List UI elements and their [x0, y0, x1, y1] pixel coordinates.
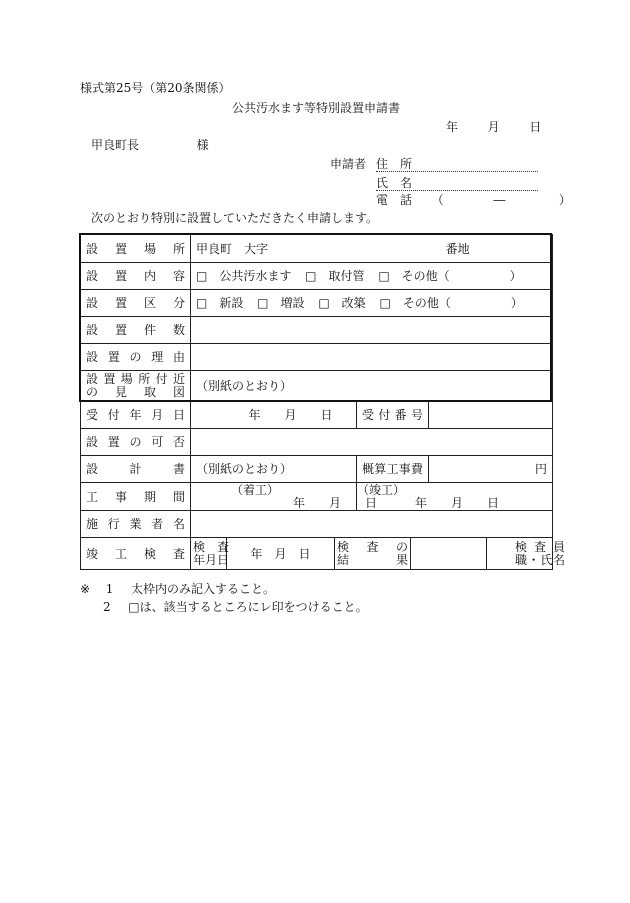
cost-yen: 円	[535, 462, 548, 476]
inspection-result-label	[335, 538, 411, 570]
phone-label: 電 話	[376, 193, 413, 207]
count-label: 設置件数	[81, 317, 191, 344]
row-location	[81, 235, 553, 263]
content-option-sewer-box[interactable]: □ 公共汚水ます	[196, 269, 292, 283]
design-value: （別紙のとおり）	[196, 462, 293, 476]
addressee-name: 甲良町長	[91, 138, 140, 152]
contractor-label: 施行業者名	[81, 511, 191, 538]
design-field[interactable]	[191, 456, 357, 483]
note-1-text: 太枠内のみ記入すること。	[131, 582, 276, 596]
design-label: 設計書	[81, 456, 191, 483]
phone-open: （	[431, 193, 444, 207]
row-contractor	[81, 511, 553, 538]
row-inspection	[81, 538, 553, 570]
inspection-result-label-1: 検査の	[337, 539, 408, 554]
content-options[interactable]	[191, 263, 553, 290]
application-form-table	[80, 234, 565, 570]
inspection-result-field[interactable]	[411, 538, 487, 570]
period-end-date: 年 月 日	[415, 495, 500, 510]
addressee-honorific: 様	[196, 138, 209, 152]
map-label-line1: 設置場所付近	[86, 372, 185, 386]
applicant-address[interactable]	[376, 157, 538, 172]
inspection-date-value: 年 月 日	[250, 546, 311, 561]
row-content	[81, 263, 553, 290]
map-label	[81, 371, 191, 402]
date-month: 月	[487, 120, 500, 134]
inspection-date-label	[191, 538, 230, 570]
inspection-result-label-2: 結 果	[337, 552, 408, 567]
note-mark: ※	[80, 582, 91, 596]
map-value: （別紙のとおり）	[196, 379, 293, 393]
date-day: 日	[529, 120, 542, 134]
category-options[interactable]	[191, 290, 553, 317]
reason-field[interactable]	[191, 344, 553, 371]
name-label: 氏 名	[376, 176, 413, 190]
location-field[interactable]	[191, 235, 553, 263]
category-option-add[interactable]: □ 増設	[257, 296, 305, 310]
inspection-date-label-2: 年月日	[193, 552, 230, 567]
note-1-num: 1	[105, 582, 114, 596]
content-label: 設置内容	[81, 263, 191, 290]
cost-label: 概算工事費	[357, 456, 429, 483]
approval-field[interactable]	[191, 429, 553, 456]
content-option-other[interactable]: □ その他（ ）	[378, 269, 522, 283]
form-number: 様式第25号（第20条関係）	[80, 81, 231, 95]
category-label: 設置区分	[81, 290, 191, 317]
applicant-name[interactable]	[376, 176, 538, 191]
location-label: 設置場所	[81, 235, 191, 263]
note-2-num: 2	[103, 600, 111, 614]
location-town: 甲良町 大字	[196, 241, 269, 256]
phone-close: ）	[559, 193, 572, 207]
category-option-other[interactable]: □ その他（ ）	[379, 296, 523, 310]
inspector-cell[interactable]	[487, 538, 565, 570]
period-start-label: （着工）	[231, 482, 280, 497]
row-count	[81, 317, 553, 344]
address-label: 住 所	[376, 157, 413, 171]
inspection-date-label-1: 検 査	[193, 539, 230, 554]
category-option-rebuild[interactable]: □ 改築	[318, 296, 366, 310]
addressee	[91, 138, 209, 152]
applicant-label: 申請者	[330, 157, 367, 171]
row-received	[81, 402, 553, 429]
row-map	[81, 371, 553, 402]
row-period	[81, 483, 553, 511]
row-design	[81, 456, 553, 483]
row-reason	[81, 344, 553, 371]
row-approval	[81, 429, 553, 456]
period-start[interactable]	[191, 482, 378, 511]
received-label: 受付年月日	[81, 402, 191, 429]
note-2	[103, 600, 368, 614]
received-date[interactable]	[191, 402, 357, 429]
reason-label: 設置の理由	[81, 344, 191, 371]
page-title: 公共汚水ます等特別設置申請書	[232, 101, 401, 115]
inspection-date-field[interactable]	[227, 538, 335, 570]
applicant-phone[interactable]	[376, 193, 571, 207]
phone-dash: ―	[493, 193, 506, 207]
inspector-label-1: 検査員	[515, 539, 565, 554]
approval-label: 設置の可否	[81, 429, 191, 456]
period-label: 工事期間	[81, 483, 191, 511]
cost-field[interactable]	[429, 456, 553, 483]
period-end[interactable]	[357, 483, 553, 511]
map-field[interactable]	[191, 371, 553, 402]
date-year: 年	[446, 120, 459, 134]
map-label-line2: の見取図	[86, 385, 185, 399]
inspector-label-2: 職・氏名	[515, 552, 565, 567]
note-2-text: □は、該当するところにレ印をつけること。	[128, 600, 368, 614]
period-end-label: （竣工）	[357, 482, 406, 497]
content-option-pipe[interactable]: □ 取付管	[305, 269, 365, 283]
count-field[interactable]	[191, 317, 553, 344]
received-date-value: 年 月 日	[248, 408, 333, 422]
inspection-label: 竣工検査	[81, 538, 191, 570]
row-category	[81, 290, 553, 317]
contractor-field[interactable]	[191, 511, 553, 538]
received-number-label: 受付番号	[357, 402, 429, 429]
category-option-new[interactable]: □ 新設	[196, 296, 244, 310]
received-number-field[interactable]	[429, 402, 553, 429]
period-start-date: 年 月 日	[293, 495, 378, 510]
location-banchi: 番地	[445, 241, 470, 256]
date-line	[446, 120, 541, 134]
note-1	[80, 582, 275, 596]
intro-text: 次のとおり特別に設置していただきたく申請します。	[91, 211, 379, 225]
